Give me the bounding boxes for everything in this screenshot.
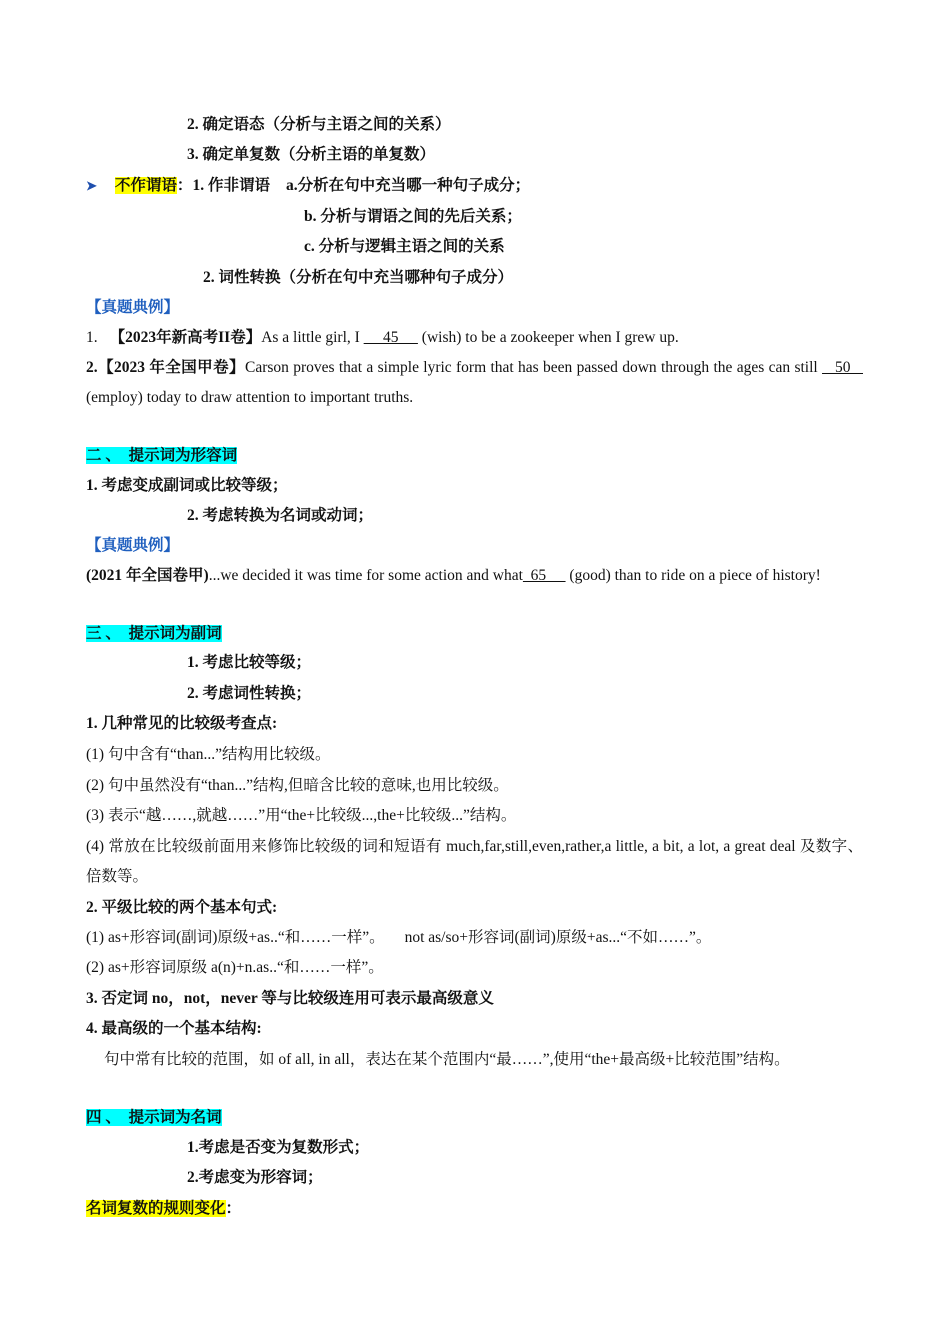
non-predicate-row	[86, 176, 863, 196]
section-4-item-1: 1.考虑是否变为复数形式；	[187, 1139, 370, 1156]
example-question-1	[86, 328, 863, 348]
plural-rules-label: 名词复数的规则变化	[86, 1200, 226, 1217]
section-2-example-blank[interactable]: 65	[522, 567, 566, 584]
section-4-heading-row	[86, 1108, 863, 1128]
equal-comparison-heading: 2. 平级比较的两个基本句式:	[86, 899, 278, 916]
comparative-heading: 1. 几种常见的比较级考查点:	[86, 715, 278, 732]
equal-comparison-2: (2) as+形容词原级 a(n)+n.as..“和……一样”。	[86, 959, 384, 976]
non-predicate-a: a.分析在句中充当哪一种句子成分；	[285, 177, 531, 194]
section-4-item-2: 2.考虑变为形容词；	[187, 1169, 323, 1186]
superlative-structure: 句中常有比较的范围，如 of all, in all，表达在某个范围内“最……”,使用“the+最高级+比较范围”结构。	[104, 1051, 790, 1068]
comparative-point-2: (2) 句中虽然没有“than...”结构,但暗含比较的意味,也用比较级。	[86, 777, 509, 794]
section-2-example-text-end: (good) than to ride on a piece of history!	[565, 567, 821, 584]
predicate-item-3-text: 3. 确定单复数（分析主语的单复数）	[187, 146, 436, 163]
section-2-heading-row	[86, 446, 863, 466]
plural-rules-colon: ：	[225, 1200, 242, 1217]
section-3-item-1: 1. 考虑比较等级；	[187, 654, 312, 671]
superlative-heading: 4. 最高级的一个基本结构:	[86, 1020, 262, 1037]
question-1-text: As a little girl, I	[261, 329, 364, 346]
equal-comparison-1	[86, 928, 863, 948]
non-predicate-colon: ：	[176, 177, 193, 194]
equal-comparison-1b: not as/so+形容词(副词)原级+as...“不如……”。	[404, 929, 712, 946]
section-2-heading: 二 、 提示词为形容词	[86, 447, 238, 464]
non-predicate-b: b. 分析与谓语之间的先后关系；	[304, 208, 522, 225]
negation-superlative: 3. 否定词 no，not，never 等与比较级连用可表示最高级意义	[86, 990, 494, 1007]
question-2-number: 2.	[86, 359, 98, 376]
question-1-number: 1.	[86, 329, 98, 346]
question-2-text: Carson proves that a simple lyric form that has been passed down through the ages can still	[245, 359, 823, 376]
section-2-item-2: 2. 考虑转换为名词或动词；	[187, 507, 374, 524]
plural-rules-row	[86, 1199, 863, 1219]
example-question-2	[86, 353, 863, 413]
non-predicate-label: 不作谓语	[114, 177, 177, 194]
non-predicate-item-1: 1. 作非谓语	[192, 177, 270, 194]
examples-heading-1: 【真题典例】	[86, 299, 180, 316]
section-4-heading: 四 、 提示词为名词	[86, 1109, 222, 1126]
question-1-blank[interactable]: 45	[363, 329, 418, 346]
section-3-heading: 三 、 提示词为副词	[86, 625, 222, 642]
section-3-item-2-text: 2. 考虑词性转换；	[187, 685, 312, 702]
section-3-heading-row	[86, 624, 863, 644]
non-predicate-item-2: 2. 词性转换（分析在句中充当哪种句子成分）	[203, 269, 514, 286]
question-1-source: 【2023年新高考II卷】	[109, 329, 262, 346]
question-2-text-end: (employ) today to draw attention to important truths.	[86, 389, 414, 406]
predicate-item-2: 2. 确定语态（分析与主语之间的关系）	[187, 116, 451, 133]
comparative-point-4: (4) 常放在比较级前面用来修饰比较级的词和短语有 much,far,still,even,rather,a little, a bit, a lot, a great deal 及数字、倍数等。	[86, 838, 863, 885]
question-2-blank[interactable]: 50	[822, 359, 863, 376]
equal-comparison-1a: (1) as+形容词(副词)原级+as..“和……一样”。	[86, 929, 385, 946]
predicate-item-3	[187, 145, 863, 165]
non-predicate-c: c. 分析与逻辑主语之间的关系	[304, 238, 505, 255]
question-2-source: 【2023 年全国甲卷】	[97, 359, 245, 376]
section-2-example	[86, 561, 863, 591]
comparative-point-1: (1) 句中含有“than...”结构用比较级。	[86, 746, 331, 763]
question-1-text-end: (wish) to be a zookeeper when I grew up.	[417, 329, 679, 346]
arrow-bullet-icon: ➤	[86, 178, 97, 193]
section-2-example-text: ...we decided it was time for some action and what	[208, 567, 523, 584]
comparative-point-3: (3) 表示“越……,就越……”用“the+比较级...,the+比较级...”结构。	[86, 807, 517, 824]
section-3-item-2	[187, 684, 863, 704]
section-2-example-source: (2021 年全国卷甲)	[86, 567, 209, 584]
examples-heading-2: 【真题典例】	[86, 537, 180, 554]
section-2-item-1: 1. 考虑变成副词或比较等级；	[86, 477, 288, 494]
